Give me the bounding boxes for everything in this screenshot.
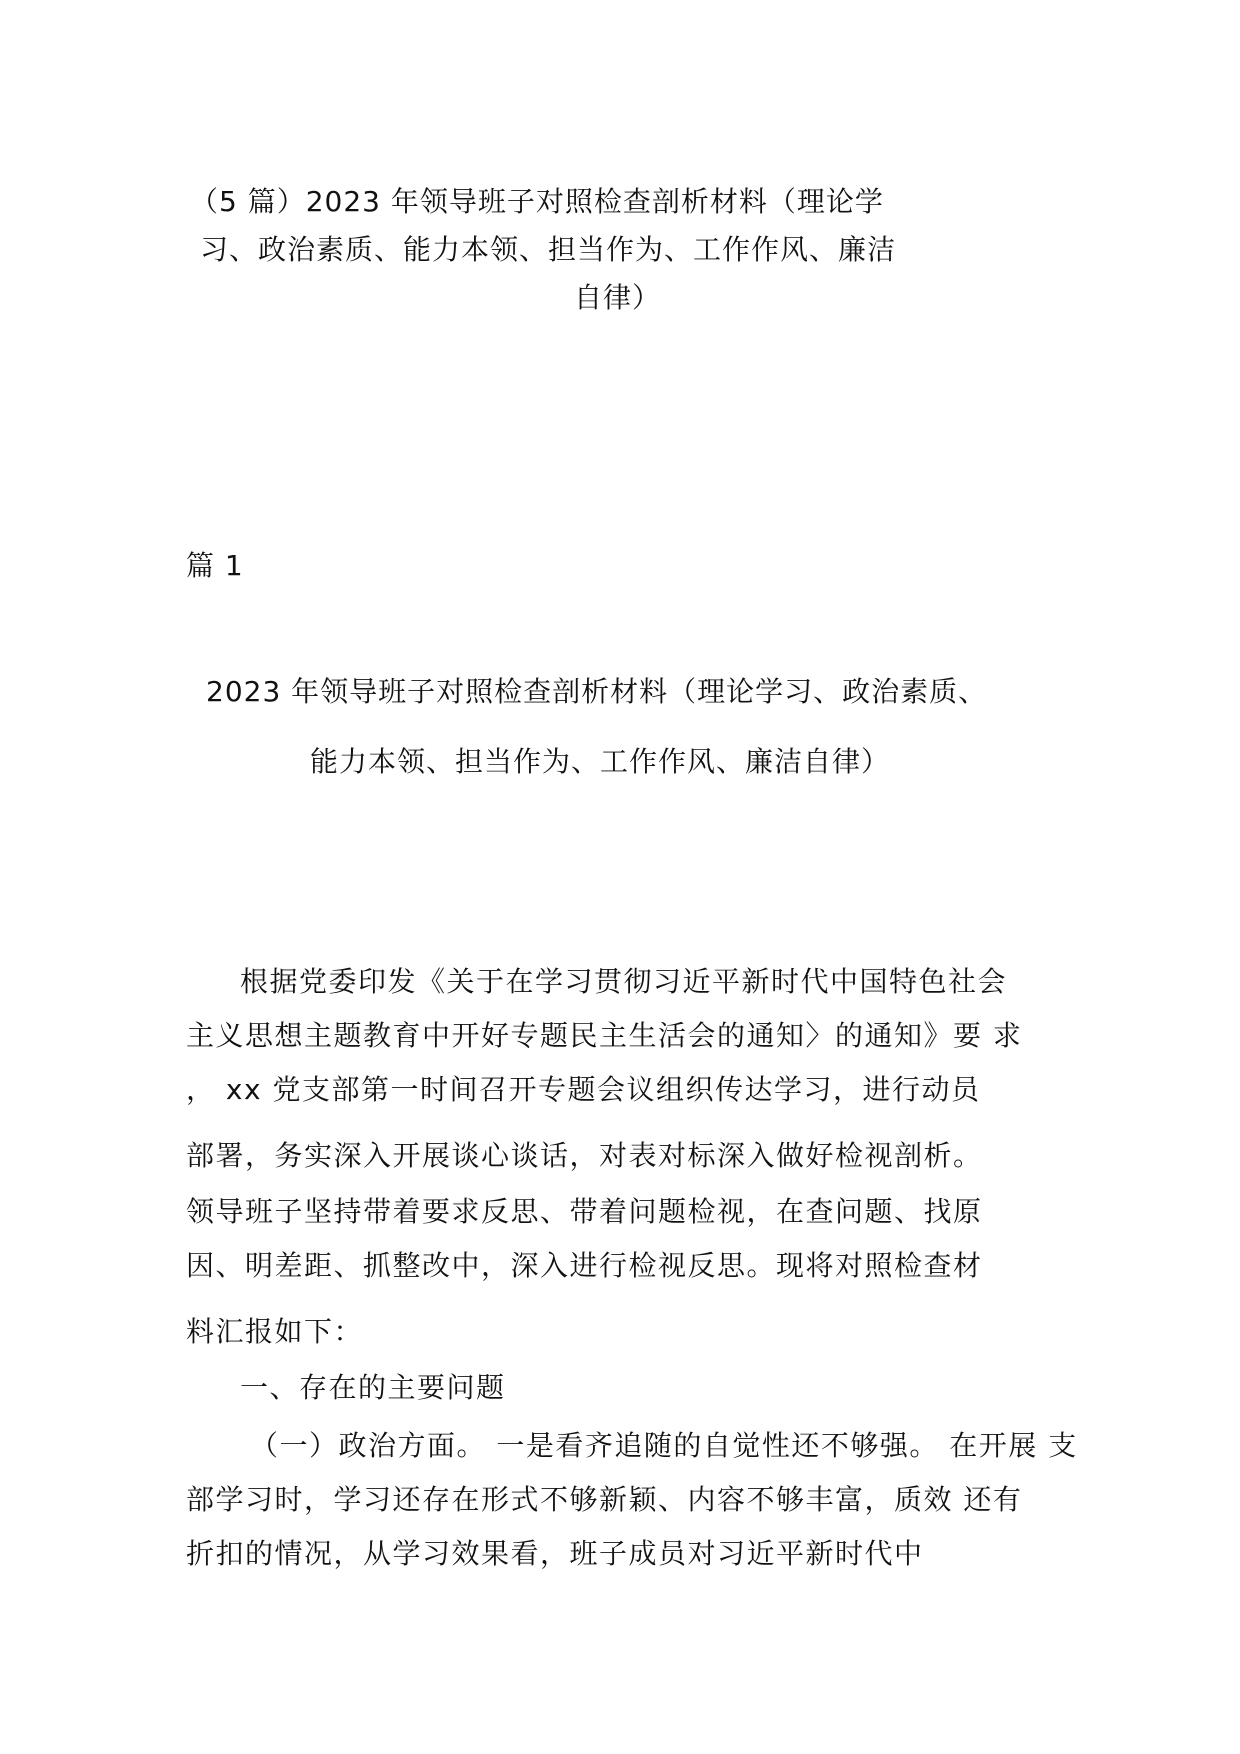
section-label: 篇 1: [186, 549, 244, 582]
body-line: 部学习时，学习还存在形式不够新颖、内容不够丰富，质效 还有: [186, 1483, 1023, 1516]
body-line: （一）政治方面。 一是看齐追随的自觉性还不够强。 在开展 支: [250, 1429, 1078, 1462]
body-line: 折扣的情况，从学习效果看，班子成员对习近平新时代中: [186, 1537, 924, 1570]
main-title-line: （5 篇）2023 年领导班子对照检查剖析材料（理论学: [190, 185, 884, 218]
sub-title-line: 2023 年领导班子对照检查剖析材料（理论学习、政治素质、: [206, 675, 988, 708]
body-line: 料汇报如下：: [186, 1315, 364, 1348]
body-line: 主义思想主题教育中开好专题民主生活会的通知〉的通知》要 求: [186, 1019, 1023, 1052]
body-line: 部署，务实深入开展谈心谈话，对表对标深入做好检视剖析。: [186, 1139, 983, 1172]
main-title-line: 习、政治素质、能力本领、担当作为、工作作风、廉洁: [200, 233, 897, 266]
body-line: ， xx 党支部第一时间召开专题会议组织传达学习，进行动员: [186, 1073, 981, 1106]
body-line: 根据党委印发《关于在学习贯彻习近平新时代中国特色社会: [240, 965, 1008, 998]
section-heading: 一、存在的主要问题: [240, 1371, 506, 1404]
sub-title-line: 能力本领、担当作为、工作作风、廉洁自律）: [310, 745, 891, 778]
body-line: 因、明差距、抓整改中，深入进行检视反思。现将对照检查材: [186, 1249, 983, 1282]
main-title-line: 自律）: [574, 281, 662, 314]
body-line: 领导班子坚持带着要求反思、带着问题检视，在查问题、找原: [186, 1195, 983, 1228]
